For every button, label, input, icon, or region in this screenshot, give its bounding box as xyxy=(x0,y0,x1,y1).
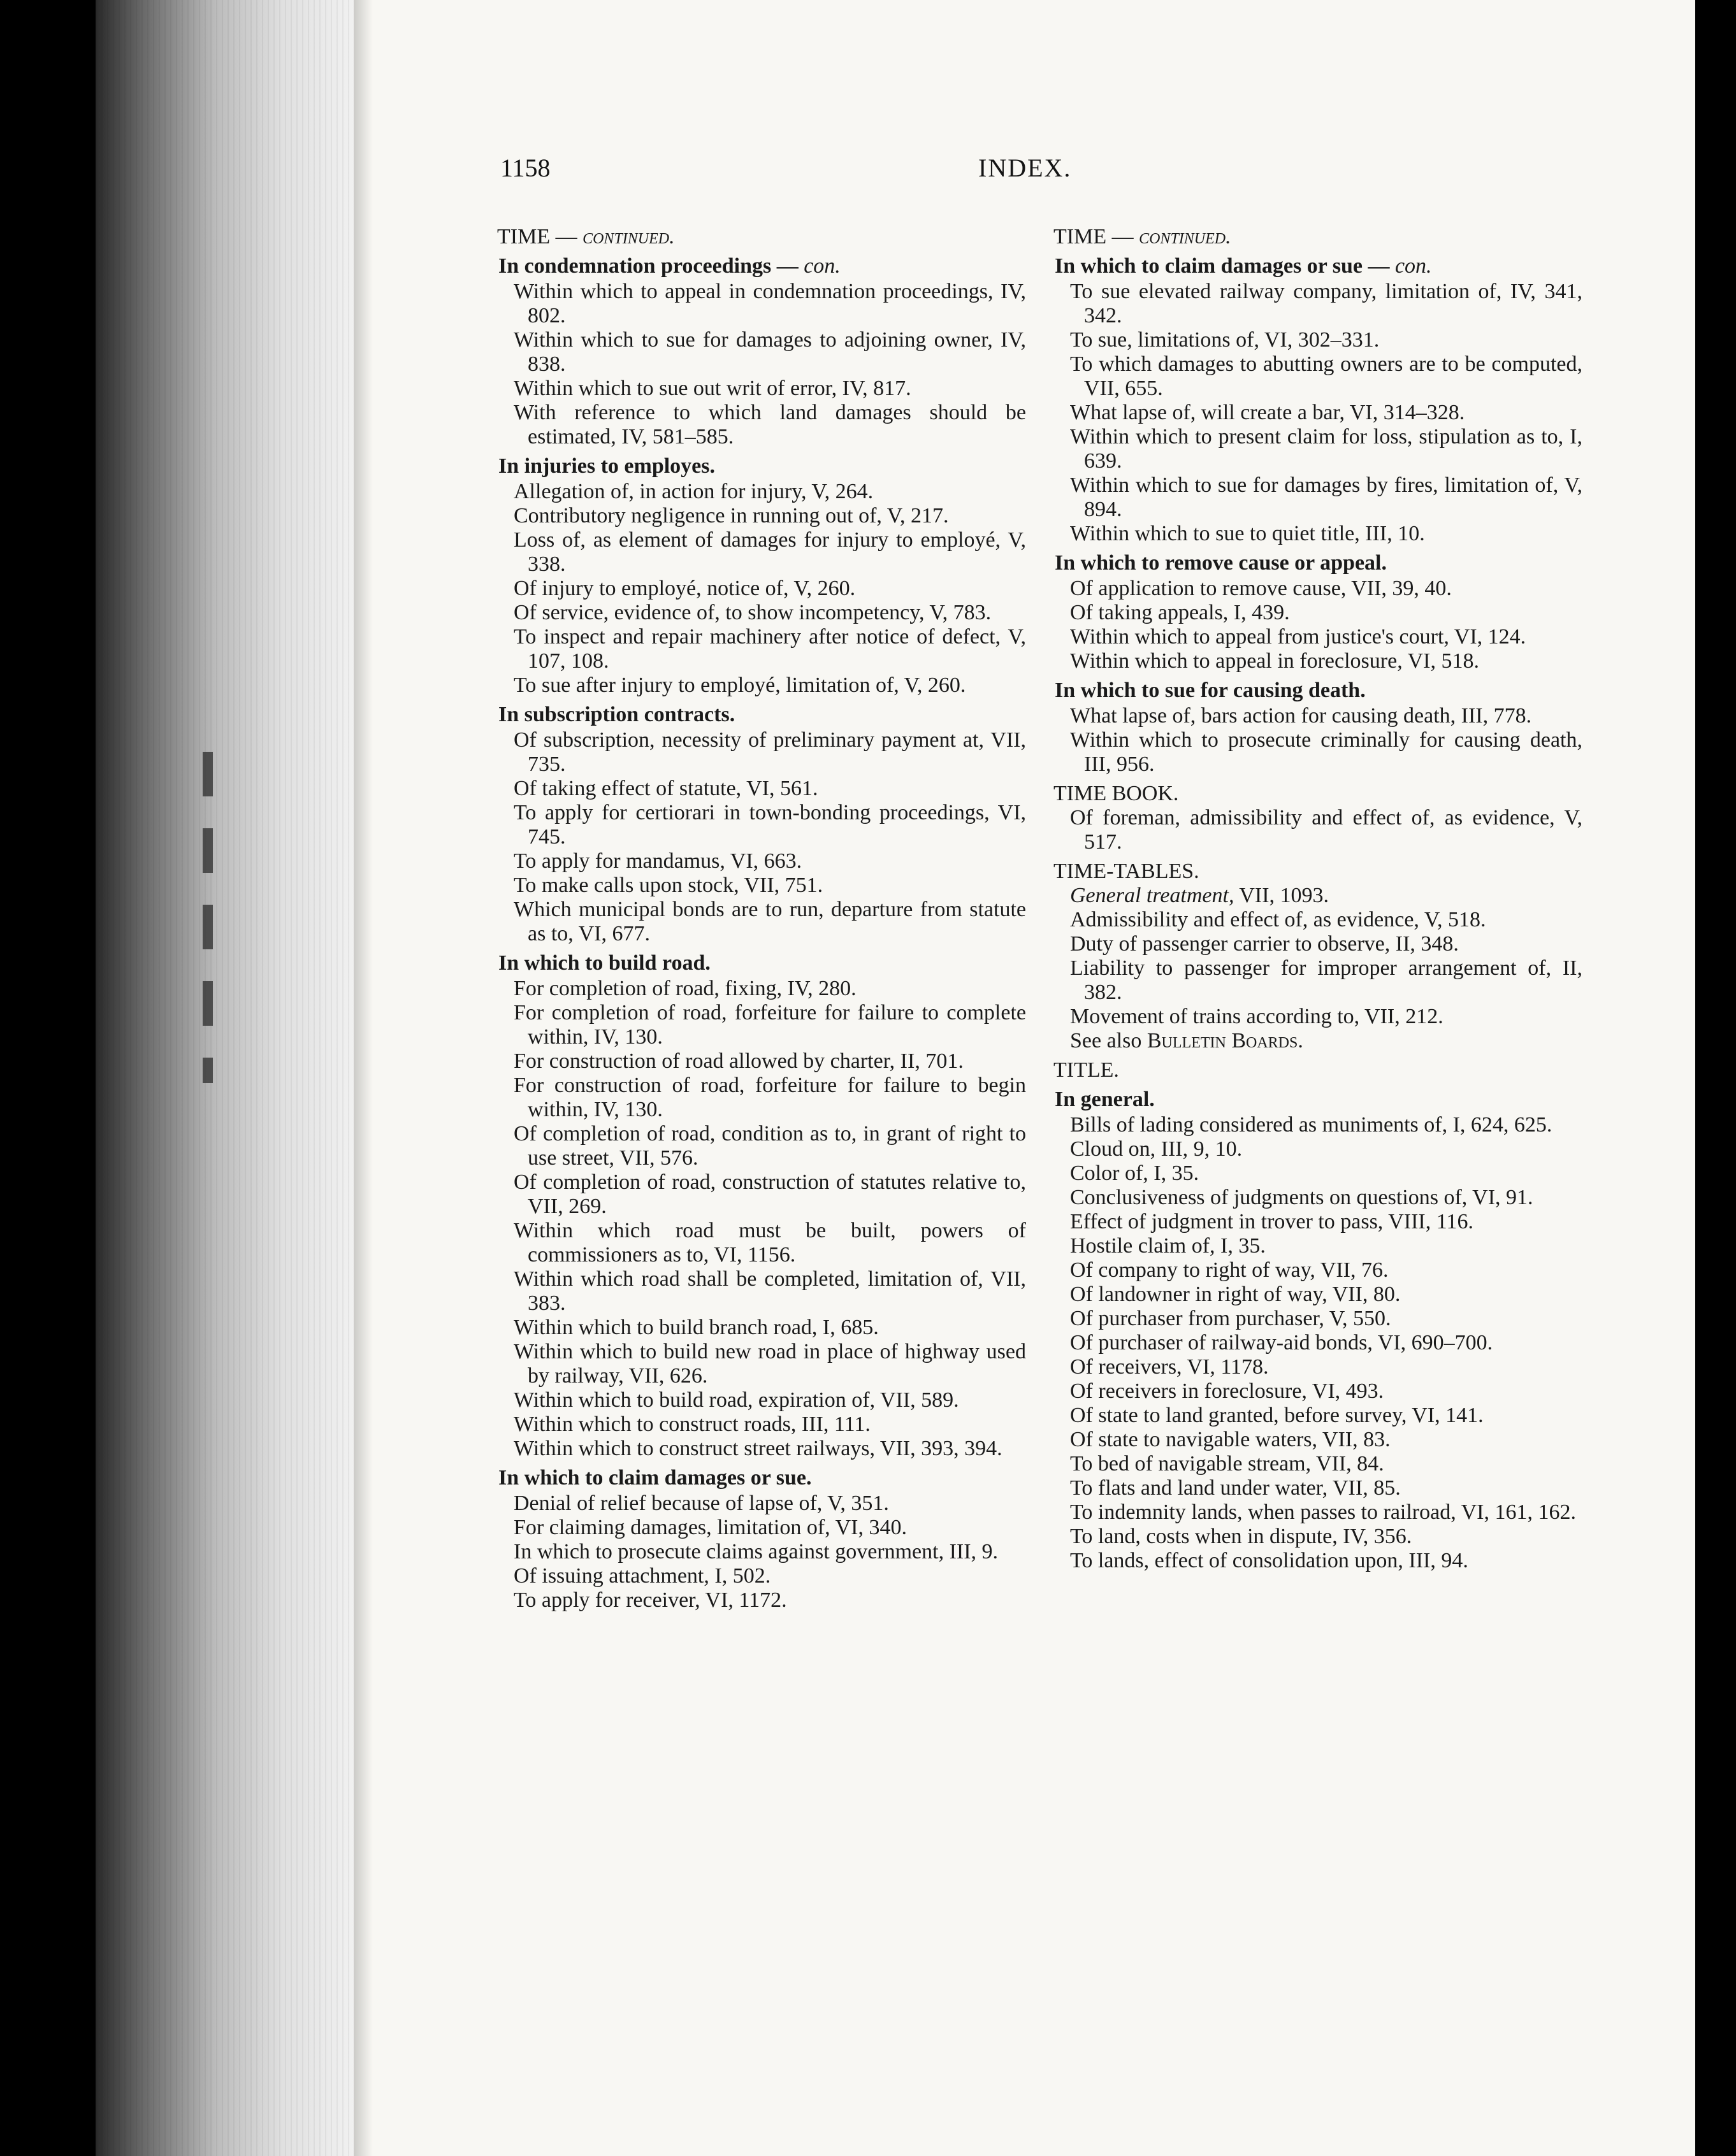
entry-text: Of company to right of way, VII, 76. xyxy=(1070,1258,1389,1282)
entry-text: Within which to prosecute criminally for causing death, III, 956. xyxy=(1070,728,1582,776)
index-entry xyxy=(497,898,1026,946)
entry-text: In which to claim damages or sue. xyxy=(498,1466,812,1490)
index-subheading xyxy=(1053,679,1582,703)
index-entry xyxy=(497,480,1026,504)
index-entry xyxy=(497,873,1026,898)
scan-border xyxy=(1695,0,1736,2156)
entry-text: Hostile claim of, I, 35. xyxy=(1070,1234,1266,1258)
entry-text: What lapse of, bars action for causing death, III, 778. xyxy=(1070,704,1532,728)
entry-text: In which to sue for causing death. xyxy=(1055,679,1366,702)
entry-text: In injuries to employes. xyxy=(498,454,715,478)
entry-text: Of receivers, VI, 1178. xyxy=(1070,1355,1269,1379)
entry-text: TIME BOOK. xyxy=(1053,782,1179,805)
entry-text: Within which to sue out writ of error, IV, 817. xyxy=(514,377,911,400)
spine-marking xyxy=(203,752,213,1083)
entry-text: Within which to sue to quiet title, III, 10. xyxy=(1070,522,1425,545)
entry-text: Within which to sue for damages by fires, limitation of, V, 894. xyxy=(1070,473,1582,521)
index-entry xyxy=(497,1437,1026,1461)
index-entry xyxy=(1053,522,1582,546)
index-entry xyxy=(1053,704,1582,728)
index-entry xyxy=(1053,577,1582,601)
index-entry xyxy=(1053,1500,1582,1525)
index-subheading xyxy=(497,1466,1026,1490)
entry-text: Within which to build road, expiration of, VII, 589. xyxy=(514,1388,959,1412)
entry-text: What lapse of, will create a bar, VI, 314–328. xyxy=(1070,401,1465,424)
index-entry xyxy=(497,401,1026,449)
index-entry xyxy=(1053,1283,1582,1307)
index-entry xyxy=(497,1491,1026,1516)
index-entry xyxy=(1053,401,1582,425)
index-entry xyxy=(497,1340,1026,1388)
index-entry xyxy=(497,328,1026,377)
index-entry xyxy=(497,625,1026,673)
entry-text: Of service, evidence of, to show incompetency, V, 783. xyxy=(514,601,992,624)
index-entry xyxy=(1053,1113,1582,1137)
left-column xyxy=(497,220,1026,1613)
index-entry xyxy=(497,728,1026,777)
index-entry xyxy=(1053,1355,1582,1379)
entry-text: Of completion of road, condition as to, in grant of right to use street, VII, 576. xyxy=(514,1122,1026,1170)
entry-text: In which to remove cause or appeal. xyxy=(1055,551,1387,575)
index-entry xyxy=(1053,625,1582,649)
entry-text: To lands, effect of consolidation upon, III, 94. xyxy=(1070,1549,1468,1572)
entry-text: Of purchaser of railway-aid bonds, VI, 690–700. xyxy=(1070,1331,1493,1355)
entry-text: Bills of lading considered as muniments of, I, 624, 625. xyxy=(1070,1113,1552,1137)
entry-text: To land, costs when in dispute, IV, 356. xyxy=(1070,1525,1412,1548)
entry-text: Within which to build branch road, I, 685. xyxy=(514,1316,879,1339)
entry-text: To indemnity lands, when passes to railroad, VI, 161, 162. xyxy=(1070,1500,1576,1524)
index-entry xyxy=(1053,328,1582,352)
entry-text: Of landowner in right of way, VII, 80. xyxy=(1070,1283,1401,1306)
index-heading xyxy=(1053,859,1582,884)
index-entry xyxy=(1053,1186,1582,1210)
index-entry xyxy=(1053,1549,1582,1573)
index-entry xyxy=(497,1412,1026,1437)
entry-text: Conclusiveness of judgments on questions of, VI, 91. xyxy=(1070,1186,1533,1209)
index-entry xyxy=(497,673,1026,698)
index-entry xyxy=(1053,425,1582,473)
entry-text: To sue after injury to employé, limitation of, V, 260. xyxy=(514,673,966,697)
entry-text: Of receivers in foreclosure, VI, 493. xyxy=(1070,1379,1384,1403)
entry-text: Within which to appeal in foreclosure, VI, 518. xyxy=(1070,649,1479,673)
index-heading xyxy=(1053,225,1582,249)
index-entry xyxy=(497,1049,1026,1074)
entry-text: To which damages to abutting owners are to be computed, VII, 655. xyxy=(1070,352,1582,400)
index-entry xyxy=(1053,908,1582,932)
continued-note: con. xyxy=(1394,254,1432,278)
index-entry xyxy=(1053,649,1582,673)
index-entry xyxy=(497,1316,1026,1340)
index-entry xyxy=(497,1267,1026,1316)
entry-text: In which to prosecute claims against government, III, 9. xyxy=(514,1540,999,1563)
page-number: 1158 xyxy=(500,154,551,182)
index-entry xyxy=(497,1540,1026,1564)
entry-text: Movement of trains according to, VII, 212. xyxy=(1070,1005,1443,1028)
entry-text: To apply for certiorari in town-bonding proceedings, VI, 745. xyxy=(514,801,1026,849)
index-entry xyxy=(1053,932,1582,956)
index-entry xyxy=(497,577,1026,601)
index-entry xyxy=(497,977,1026,1001)
index-entry xyxy=(1053,1029,1582,1053)
index-entry xyxy=(1053,1428,1582,1452)
entry-text: Duty of passenger carrier to observe, II, 348. xyxy=(1070,932,1459,956)
entry-text: With reference to which land damages should be estimated, IV, 581–585. xyxy=(514,401,1026,449)
entry-text: Effect of judgment in trover to pass, VIII, 116. xyxy=(1070,1210,1473,1233)
index-entry xyxy=(1053,1210,1582,1234)
entry-text: For completion of road, forfeiture for failure to complete within, IV, 130. xyxy=(514,1001,1026,1049)
index-entry xyxy=(1053,280,1582,328)
index-entry xyxy=(1053,601,1582,625)
index-entry xyxy=(1053,1161,1582,1186)
index-entry xyxy=(1053,1331,1582,1355)
entry-text: Which municipal bonds are to run, departure from statute as to, VI, 677. xyxy=(514,898,1026,945)
entry-text: In subscription contracts. xyxy=(498,703,735,726)
entry-text: To make calls upon stock, VII, 751. xyxy=(514,873,823,897)
index-entry xyxy=(497,504,1026,528)
entry-text: To sue elevated railway company, limitation of, IV, 341, 342. xyxy=(1070,280,1582,327)
entry-text: To apply for receiver, VI, 1172. xyxy=(514,1588,787,1612)
index-entry xyxy=(1053,956,1582,1005)
index-entry xyxy=(497,1516,1026,1540)
entry-text: TITLE. xyxy=(1053,1058,1119,1082)
entry-text: In which to build road. xyxy=(498,951,711,975)
index-entry xyxy=(497,1564,1026,1588)
entry-text: To inspect and repair machinery after notice of defect, V, 107, 108. xyxy=(514,625,1026,673)
index-entry xyxy=(497,601,1026,625)
index-entry xyxy=(497,1170,1026,1219)
index-subheading xyxy=(497,703,1026,727)
index-entry xyxy=(1053,1525,1582,1549)
entry-text: Within which to appeal in condemnation proceedings, IV, 802. xyxy=(514,280,1026,327)
entry-text: To sue, limitations of, VI, 302–331. xyxy=(1070,328,1380,352)
continued-note: continued. xyxy=(1139,225,1231,248)
page-edge-lines xyxy=(96,0,363,2156)
index-entry xyxy=(497,1074,1026,1122)
entry-italic-label: General treatment, xyxy=(1070,884,1234,907)
entry-text: Of application to remove cause, VII, 39, 40. xyxy=(1070,577,1452,600)
entry-text: For completion of road, fixing, IV, 280. xyxy=(514,977,857,1000)
entry-text: In general. xyxy=(1055,1088,1155,1111)
index-entry xyxy=(1053,1234,1582,1258)
index-subheading xyxy=(1053,254,1582,278)
index-entry xyxy=(497,849,1026,873)
index-entry xyxy=(1053,884,1582,908)
entry-text: To bed of navigable stream, VII, 84. xyxy=(1070,1452,1384,1476)
index-entry xyxy=(1053,1307,1582,1331)
index-entry xyxy=(1053,1452,1582,1476)
index-entry xyxy=(1053,806,1582,854)
entry-text: Of taking appeals, I, 439. xyxy=(1070,601,1290,624)
cross-reference: Bulletin Boards. xyxy=(1146,1029,1303,1053)
entry-text: Within which to build new road in place of highway used by railway, VII, 626. xyxy=(514,1340,1026,1388)
entry-text: See also xyxy=(1070,1029,1147,1053)
entry-text: In which to claim damages or sue — xyxy=(1055,254,1390,278)
entry-text: Contributory negligence in running out of, V, 217. xyxy=(514,504,949,528)
entry-text: TIME — xyxy=(1053,225,1134,248)
index-heading xyxy=(1053,782,1582,806)
entry-text: Within which to sue for damages to adjoining owner, IV, 838. xyxy=(514,328,1026,376)
continued-note: con. xyxy=(804,254,841,278)
entry-text: Of state to land granted, before survey, VI, 141. xyxy=(1070,1404,1484,1427)
entry-text: Of subscription, necessity of preliminary payment at, VII, 735. xyxy=(514,728,1026,776)
entry-text: Of issuing attachment, I, 502. xyxy=(514,1564,771,1588)
entry-text: To apply for mandamus, VI, 663. xyxy=(514,849,802,873)
index-subheading xyxy=(1053,1088,1582,1112)
entry-text: Allegation of, in action for injury, V, 264. xyxy=(514,480,874,503)
entry-text: Within which to present claim for loss, stipulation as to, I, 639. xyxy=(1070,425,1582,473)
index-entry xyxy=(497,801,1026,849)
entry-text: TIME — xyxy=(497,225,577,248)
entry-text: Of completion of road, construction of statutes relative to, VII, 269. xyxy=(514,1170,1026,1218)
entry-text: Of state to navigable waters, VII, 83. xyxy=(1070,1428,1391,1451)
entry-text: For construction of road, forfeiture for failure to begin within, IV, 130. xyxy=(514,1074,1026,1121)
entry-text: Within which road must be built, powers of commissioners as to, VI, 1156. xyxy=(514,1219,1026,1267)
entry-text: Of purchaser from purchaser, V, 550. xyxy=(1070,1307,1391,1330)
entry-text: VII, 1093. xyxy=(1234,884,1329,907)
entry-text: Within which to construct roads, III, 111. xyxy=(514,1412,871,1436)
entry-text: Color of, I, 35. xyxy=(1070,1161,1199,1185)
index-entry xyxy=(497,777,1026,801)
index-entry xyxy=(1053,1137,1582,1161)
index-heading xyxy=(1053,1058,1582,1082)
index-entry xyxy=(497,377,1026,401)
entry-text: In condemnation proceedings — xyxy=(498,254,799,278)
entry-text: Loss of, as element of damages for injury to employé, V, 338. xyxy=(514,528,1026,576)
entry-text: Admissibility and effect of, as evidence, V, 518. xyxy=(1070,908,1486,931)
entry-text: Of foreman, admissibility and effect of, as evidence, V, 517. xyxy=(1070,806,1582,854)
index-entry xyxy=(1053,1404,1582,1428)
gutter-shadow xyxy=(354,0,373,2156)
entry-text: Denial of relief because of lapse of, V, 351. xyxy=(514,1491,889,1515)
index-entry xyxy=(1053,1379,1582,1404)
index-entry xyxy=(1053,1005,1582,1029)
entry-text: Within which to appeal from justice's court, VI, 124. xyxy=(1070,625,1526,649)
index-entry xyxy=(1053,1476,1582,1500)
index-entry xyxy=(497,1388,1026,1412)
index-entry xyxy=(497,1122,1026,1170)
index-entry xyxy=(497,1001,1026,1049)
index-heading xyxy=(497,225,1026,249)
index-subheading xyxy=(497,454,1026,478)
continued-note: continued. xyxy=(582,225,675,248)
entry-text: Of taking effect of statute, VI, 561. xyxy=(514,777,818,800)
entry-text: To flats and land under water, VII, 85. xyxy=(1070,1476,1401,1500)
index-entry xyxy=(1053,352,1582,401)
entry-text: Within which road shall be completed, limitation of, VII, 383. xyxy=(514,1267,1026,1315)
index-entry xyxy=(497,1588,1026,1613)
entry-text: Within which to construct street railways, VII, 393, 394. xyxy=(514,1437,1002,1460)
index-subheading xyxy=(497,951,1026,975)
entry-text: For construction of road allowed by charter, II, 701. xyxy=(514,1049,964,1073)
index-entry xyxy=(497,280,1026,328)
index-entry xyxy=(1053,473,1582,522)
running-head: INDEX. xyxy=(978,154,1072,182)
entry-text: Liability to passenger for improper arrangement of, II, 382. xyxy=(1070,956,1582,1004)
index-entry xyxy=(1053,1258,1582,1283)
index-subheading xyxy=(1053,551,1582,575)
right-column xyxy=(1053,220,1582,1573)
index-entry xyxy=(497,528,1026,577)
entry-text: For claiming damages, limitation of, VI, 340. xyxy=(514,1516,907,1539)
entry-text: TIME-TABLES. xyxy=(1053,859,1199,883)
index-subheading xyxy=(497,254,1026,278)
entry-text: Of injury to employé, notice of, V, 260. xyxy=(514,577,856,600)
index-entry xyxy=(1053,728,1582,777)
index-entry xyxy=(497,1219,1026,1267)
entry-text: Cloud on, III, 9, 10. xyxy=(1070,1137,1243,1161)
